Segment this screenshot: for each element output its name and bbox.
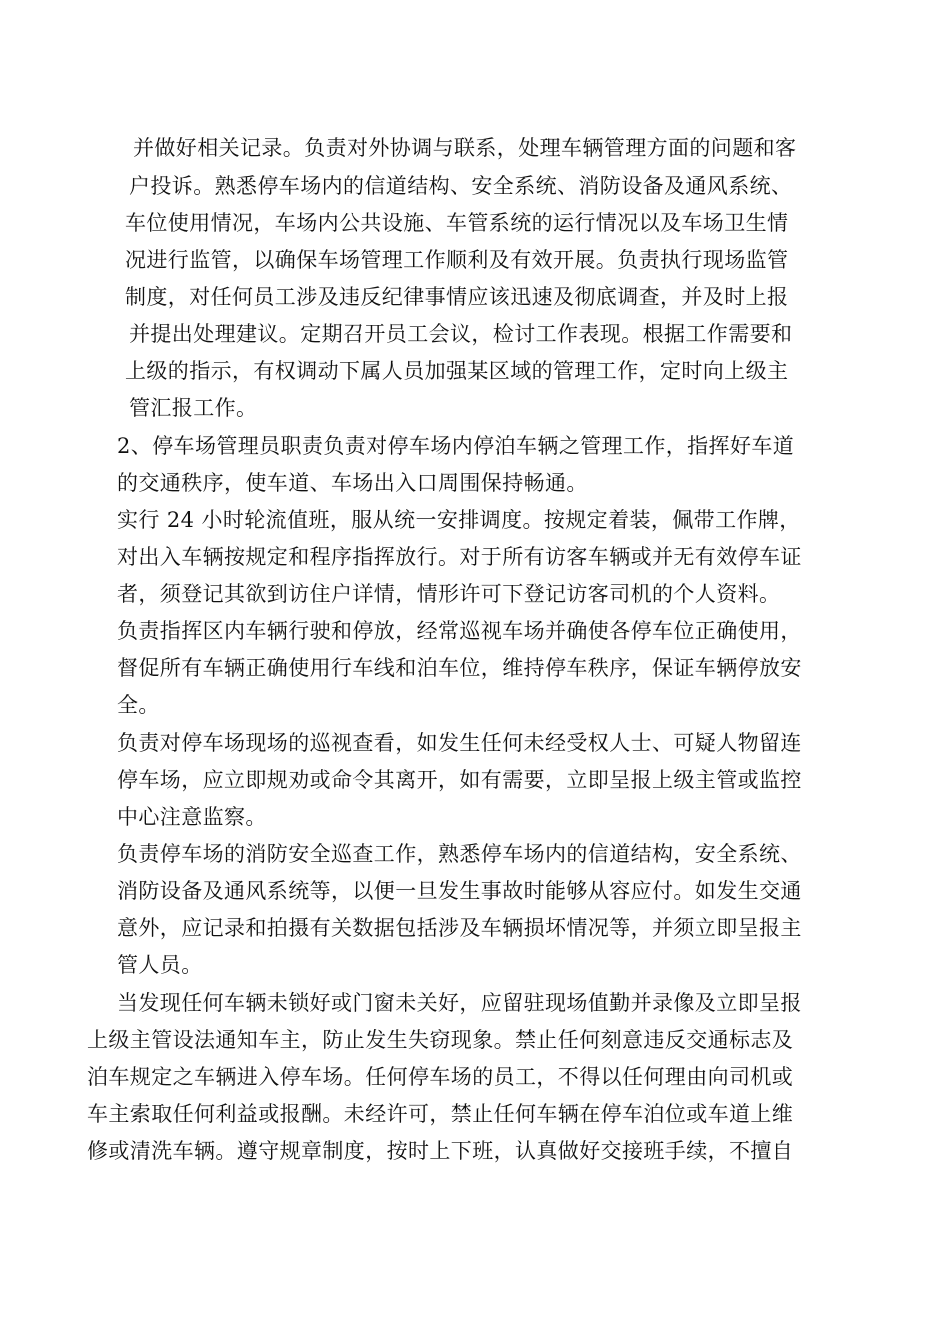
text-line: 上级的指示，有权调动下属人员加强某区域的管理工作，定时向上级主 xyxy=(125,359,789,383)
text-line: 车主索取任何利益或报酬。未经许可，禁止任何车辆在停车泊位或车道上维 xyxy=(87,1102,794,1126)
text-line: 泊车规定之车辆进入停车场。任何停车场的员工，不得以任何理由向司机或 xyxy=(87,1065,794,1089)
text-line: 全。 xyxy=(117,693,160,717)
text-line: 况进行监管，以确保车场管理工作顺利及有效开展。负责执行现场监管 xyxy=(125,248,789,272)
text-line: 上级主管设法通知车主，防止发生失窃现象。禁止任何刻意违反交通标志及 xyxy=(87,1028,794,1052)
text-line: 实行 24 小时轮流值班，服从统一安排调度。按规定着装，佩带工作牌， xyxy=(117,508,801,532)
text-line: 消防设备及通风系统等，以便一旦发生事故时能够从容应付。如发生交通 xyxy=(117,879,802,903)
text-line: 并提出处理建议。定期召开员工会议，检讨工作表现。根据工作需要和 xyxy=(129,322,793,346)
text-line: 意外，应记录和拍摄有关数据包括涉及车辆损坏情况等，并须立即呈报主 xyxy=(117,916,802,940)
text-line: 者，须登记其欲到访住户详情，情形许可下登记访客司机的个人资料。 xyxy=(117,582,781,606)
text-line: 负责对停车场现场的巡视查看，如发生任何未经受权人士、可疑人物留连 xyxy=(117,731,802,755)
text-line: 制度，对任何员工涉及违反纪律事情应该迅速及彻底调查，并及时上报 xyxy=(125,285,789,309)
text-line: 停车场，应立即规劝或命令其离开，如有需要，立即呈报上级主管或监控 xyxy=(117,768,802,792)
text-line: 当发现任何车辆未锁好或门窗未关好，应留驻现场值勤并录像及立即呈报 xyxy=(117,991,802,1015)
text-line: 管人员。 xyxy=(117,953,203,977)
text-line: 车位使用情况，车场内公共设施、车管系统的运行情况以及车场卫生情 xyxy=(125,211,789,235)
text-line: 负责指挥区内车辆行驶和停放，经常巡视车场并确使各停车位正确使用， xyxy=(117,619,802,643)
text-line: 中心注意监察。 xyxy=(117,805,267,829)
text-line: 督促所有车辆正确使用行车线和泊车位，维持停车秩序，保证车辆停放安 xyxy=(117,656,802,680)
text-line: 的交通秩序，使车道、车场出入口周围保持畅通。 xyxy=(117,471,588,495)
text-line: 修或清洗车辆。遵守规章制度，按时上下班，认真做好交接班手续，不擅自 xyxy=(87,1139,794,1163)
text-line: 并做好相关记录。负责对外协调与联系，处理车辆管理方面的问题和客 xyxy=(133,136,797,160)
text-line: 对出入车辆按规定和程序指挥放行。对于所有访客车辆或并无有效停车证 xyxy=(117,545,802,569)
text-line: 管汇报工作。 xyxy=(129,396,258,420)
text-line: 负责停车场的消防安全巡查工作，熟悉停车场内的信道结构，安全系统、 xyxy=(117,842,802,866)
text-line: 2、停车场管理员职责负责对停车场内停泊车辆之管理工作，指挥好车道 xyxy=(117,434,795,458)
text-line: 户投诉。熟悉停车场内的信道结构、安全系统、消防设备及通风系统、 xyxy=(129,174,793,198)
